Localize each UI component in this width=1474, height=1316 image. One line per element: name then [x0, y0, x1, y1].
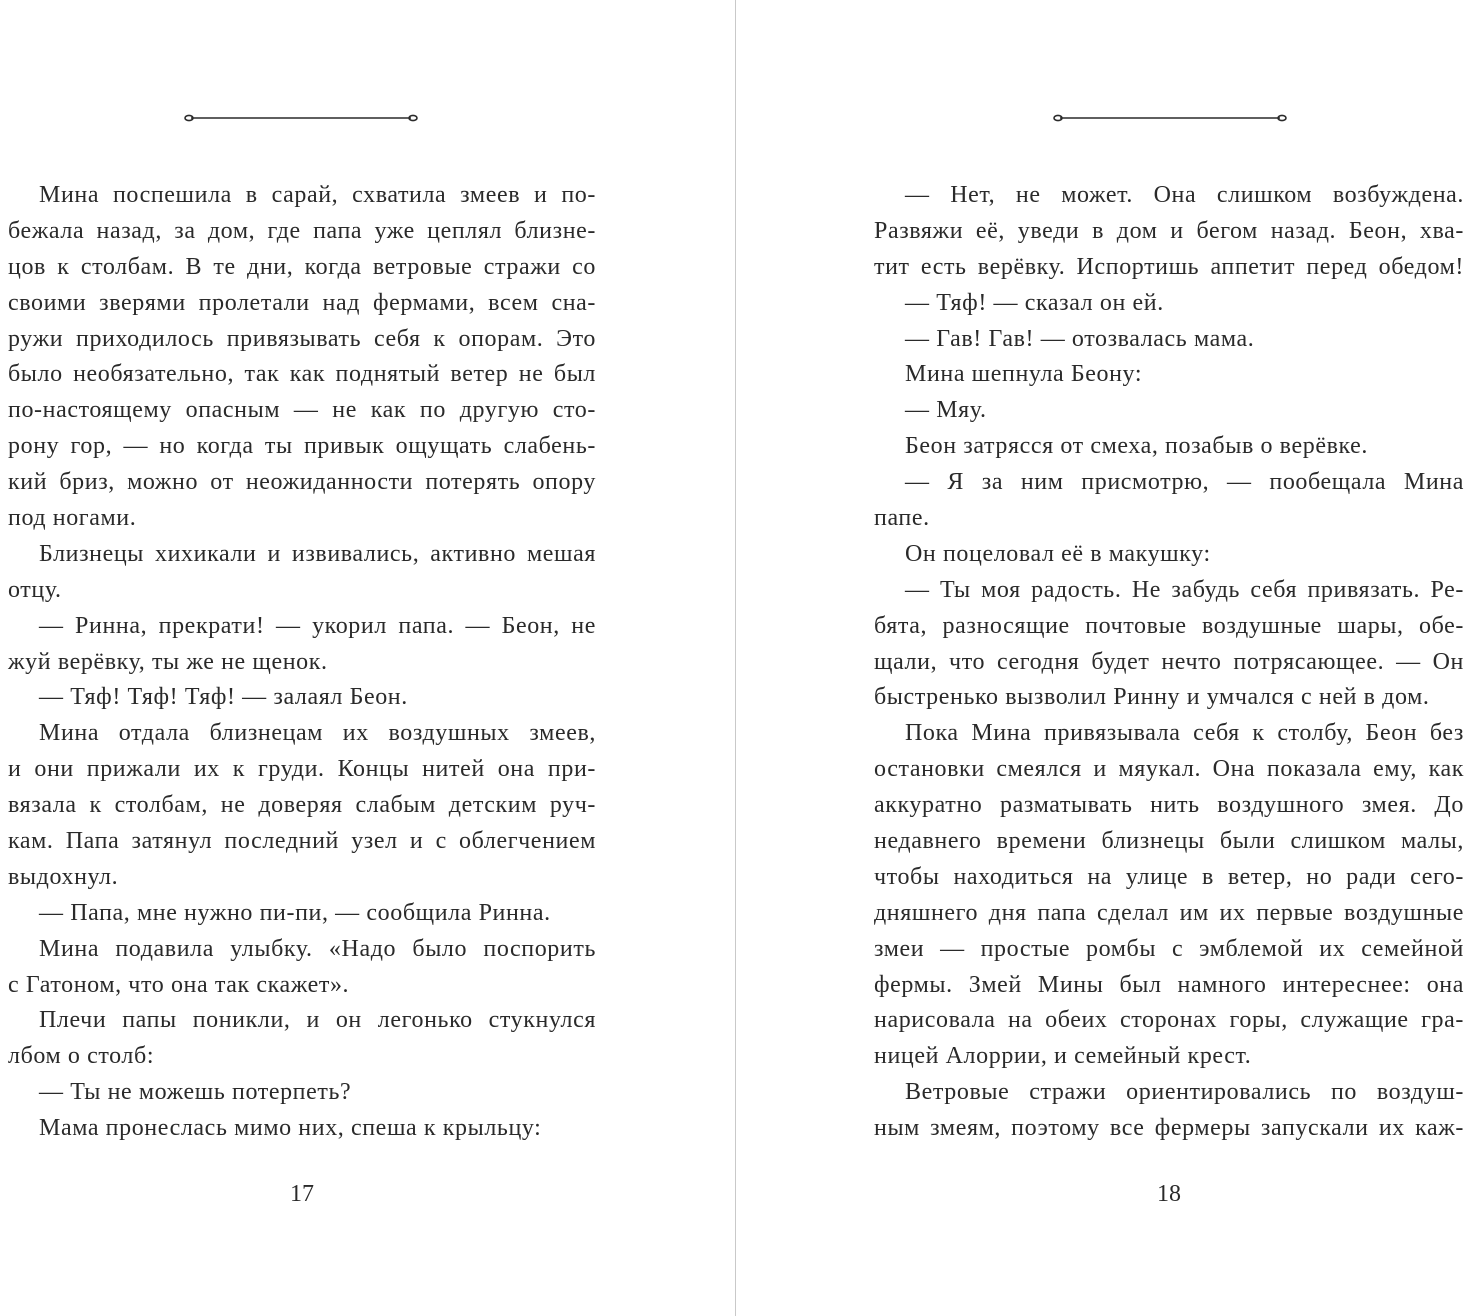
- text-line: — Гав! Гав! — отозвалась мама.: [905, 325, 1255, 352]
- text-line: — Ты не можешь потерпеть?: [39, 1079, 352, 1106]
- text-line: бята, разносящие почтовые воздушные шары, обе-: [874, 612, 1464, 639]
- text-line: Плечи папы поникли, и он легонько стукнулся: [39, 1007, 596, 1034]
- text-line: Мина подавила улыбку. «Надо было поспорить: [39, 935, 596, 962]
- text-line: Ветровые стражи ориентировались по воздуш-: [905, 1079, 1464, 1106]
- text-line: Беон затрясся от смеха, позабыв о верёвке.: [905, 433, 1369, 460]
- text-line: ружи приходилось привязывать себя к опорам. Это: [8, 325, 596, 352]
- text-line: Он поцеловал её в макушку:: [905, 540, 1211, 567]
- text-line: цов к столбам. В те дни, когда ветровые стражи со: [8, 253, 596, 280]
- body-text-right: [874, 178, 1464, 1147]
- text-line: Мина поспешила в сарай, схватила змеев и по-: [39, 182, 596, 208]
- right-page: [736, 0, 1474, 1316]
- left-page: [0, 0, 735, 1316]
- text-line: под ногами.: [8, 505, 137, 532]
- header-ornament: [183, 110, 419, 126]
- text-line: Мина шепнула Беону:: [905, 361, 1143, 388]
- text-line: щали, что сегодня будет нечто потрясающее. — Он: [874, 648, 1464, 675]
- text-line: Мина отдала близнецам их воздушных змеев,: [39, 720, 596, 747]
- text-line: — Ты моя радость. Не забудь себя привязать. Ре-: [905, 576, 1464, 603]
- text-line: вязала к столбам, не доверяя слабым детским руч-: [8, 792, 596, 819]
- text-line: кий бриз, можно от неожиданности потерять опору: [8, 469, 596, 496]
- text-line: кам. Папа затянул последний узел и с облегчением: [8, 828, 596, 855]
- text-line: лбом о столб:: [8, 1043, 155, 1070]
- text-line: ницей Алоррии, и семейный крест.: [874, 1043, 1252, 1070]
- text-line: Развяжи её, уведи в дом и бегом назад. Беон, хва-: [874, 217, 1464, 244]
- text-line: — Мяу.: [905, 397, 987, 424]
- text-line: остановки смеялся и мяукал. Она показала ему, как: [874, 756, 1464, 783]
- header-ornament: [1052, 110, 1288, 126]
- text-line: папе.: [874, 505, 930, 532]
- text-line: бежала назад, за дом, где папа уже цеплял близне-: [8, 217, 596, 244]
- page-number: 18: [1157, 1181, 1181, 1207]
- text-line: недавнего времени близнецы были слишком малы,: [874, 828, 1464, 855]
- text-line: чтобы находиться на улице в ветер, но ради сего-: [874, 863, 1464, 890]
- text-line: аккуратно разматывать нить воздушного змея. До: [874, 792, 1464, 819]
- text-line: ным змеям, поэтому все фермеры запускали их каж-: [874, 1115, 1464, 1142]
- text-line: рону гор, — но когда ты привык ощущать слабень-: [8, 433, 596, 460]
- text-line: — Нет, не может. Она слишком возбуждена.: [905, 182, 1464, 208]
- text-line: Мама пронеслась мимо них, спеша к крыльцу:: [39, 1115, 542, 1142]
- text-line: выдохнул.: [8, 863, 119, 890]
- text-line: дняшнего дня папа сделал им их первые воздушные: [874, 899, 1464, 926]
- text-line: жуй верёвку, ты же не щенок.: [8, 648, 328, 675]
- text-line: быстренько вызволил Ринну и умчался с ней в дом.: [874, 684, 1430, 711]
- text-line: змеи — простые ромбы с эмблемой их семейной: [874, 935, 1464, 962]
- text-line: было необязательно, так как поднятый ветер не был: [8, 361, 596, 388]
- text-line: Близнецы хихикали и извивались, активно мешая: [39, 540, 596, 567]
- text-line: — Ринна, прекрати! — укорил папа. — Беон, не: [39, 612, 596, 639]
- text-line: Пока Мина привязывала себя к столбу, Беон без: [905, 720, 1464, 747]
- text-line: по-настоящему опасным — не как по другую сто-: [8, 397, 596, 424]
- text-line: — Папа, мне нужно пи-пи, — сообщила Ринна.: [39, 899, 551, 926]
- body-text-left: [8, 178, 596, 1147]
- text-line: — Тяф! Тяф! Тяф! — залаял Беон.: [39, 684, 408, 711]
- text-line: своими зверями пролетали над фермами, всем сна-: [8, 289, 596, 316]
- page-number: 17: [290, 1181, 314, 1207]
- text-line: фермы. Змей Мины был намного интереснее: она: [874, 971, 1464, 998]
- text-line: — Тяф! — сказал он ей.: [905, 289, 1164, 316]
- text-line: тит есть верёвку. Испортишь аппетит перед обедом!: [874, 253, 1464, 280]
- text-line: и они прижали их к груди. Концы нитей она при-: [8, 756, 596, 783]
- text-line: нарисовала на обеих сторонах горы, служащие гра-: [874, 1007, 1464, 1034]
- text-line: с Гатоном, что она так скажет».: [8, 971, 350, 998]
- text-line: отцу.: [8, 576, 62, 603]
- text-line: — Я за ним присмотрю, — пообещала Мина: [905, 469, 1464, 496]
